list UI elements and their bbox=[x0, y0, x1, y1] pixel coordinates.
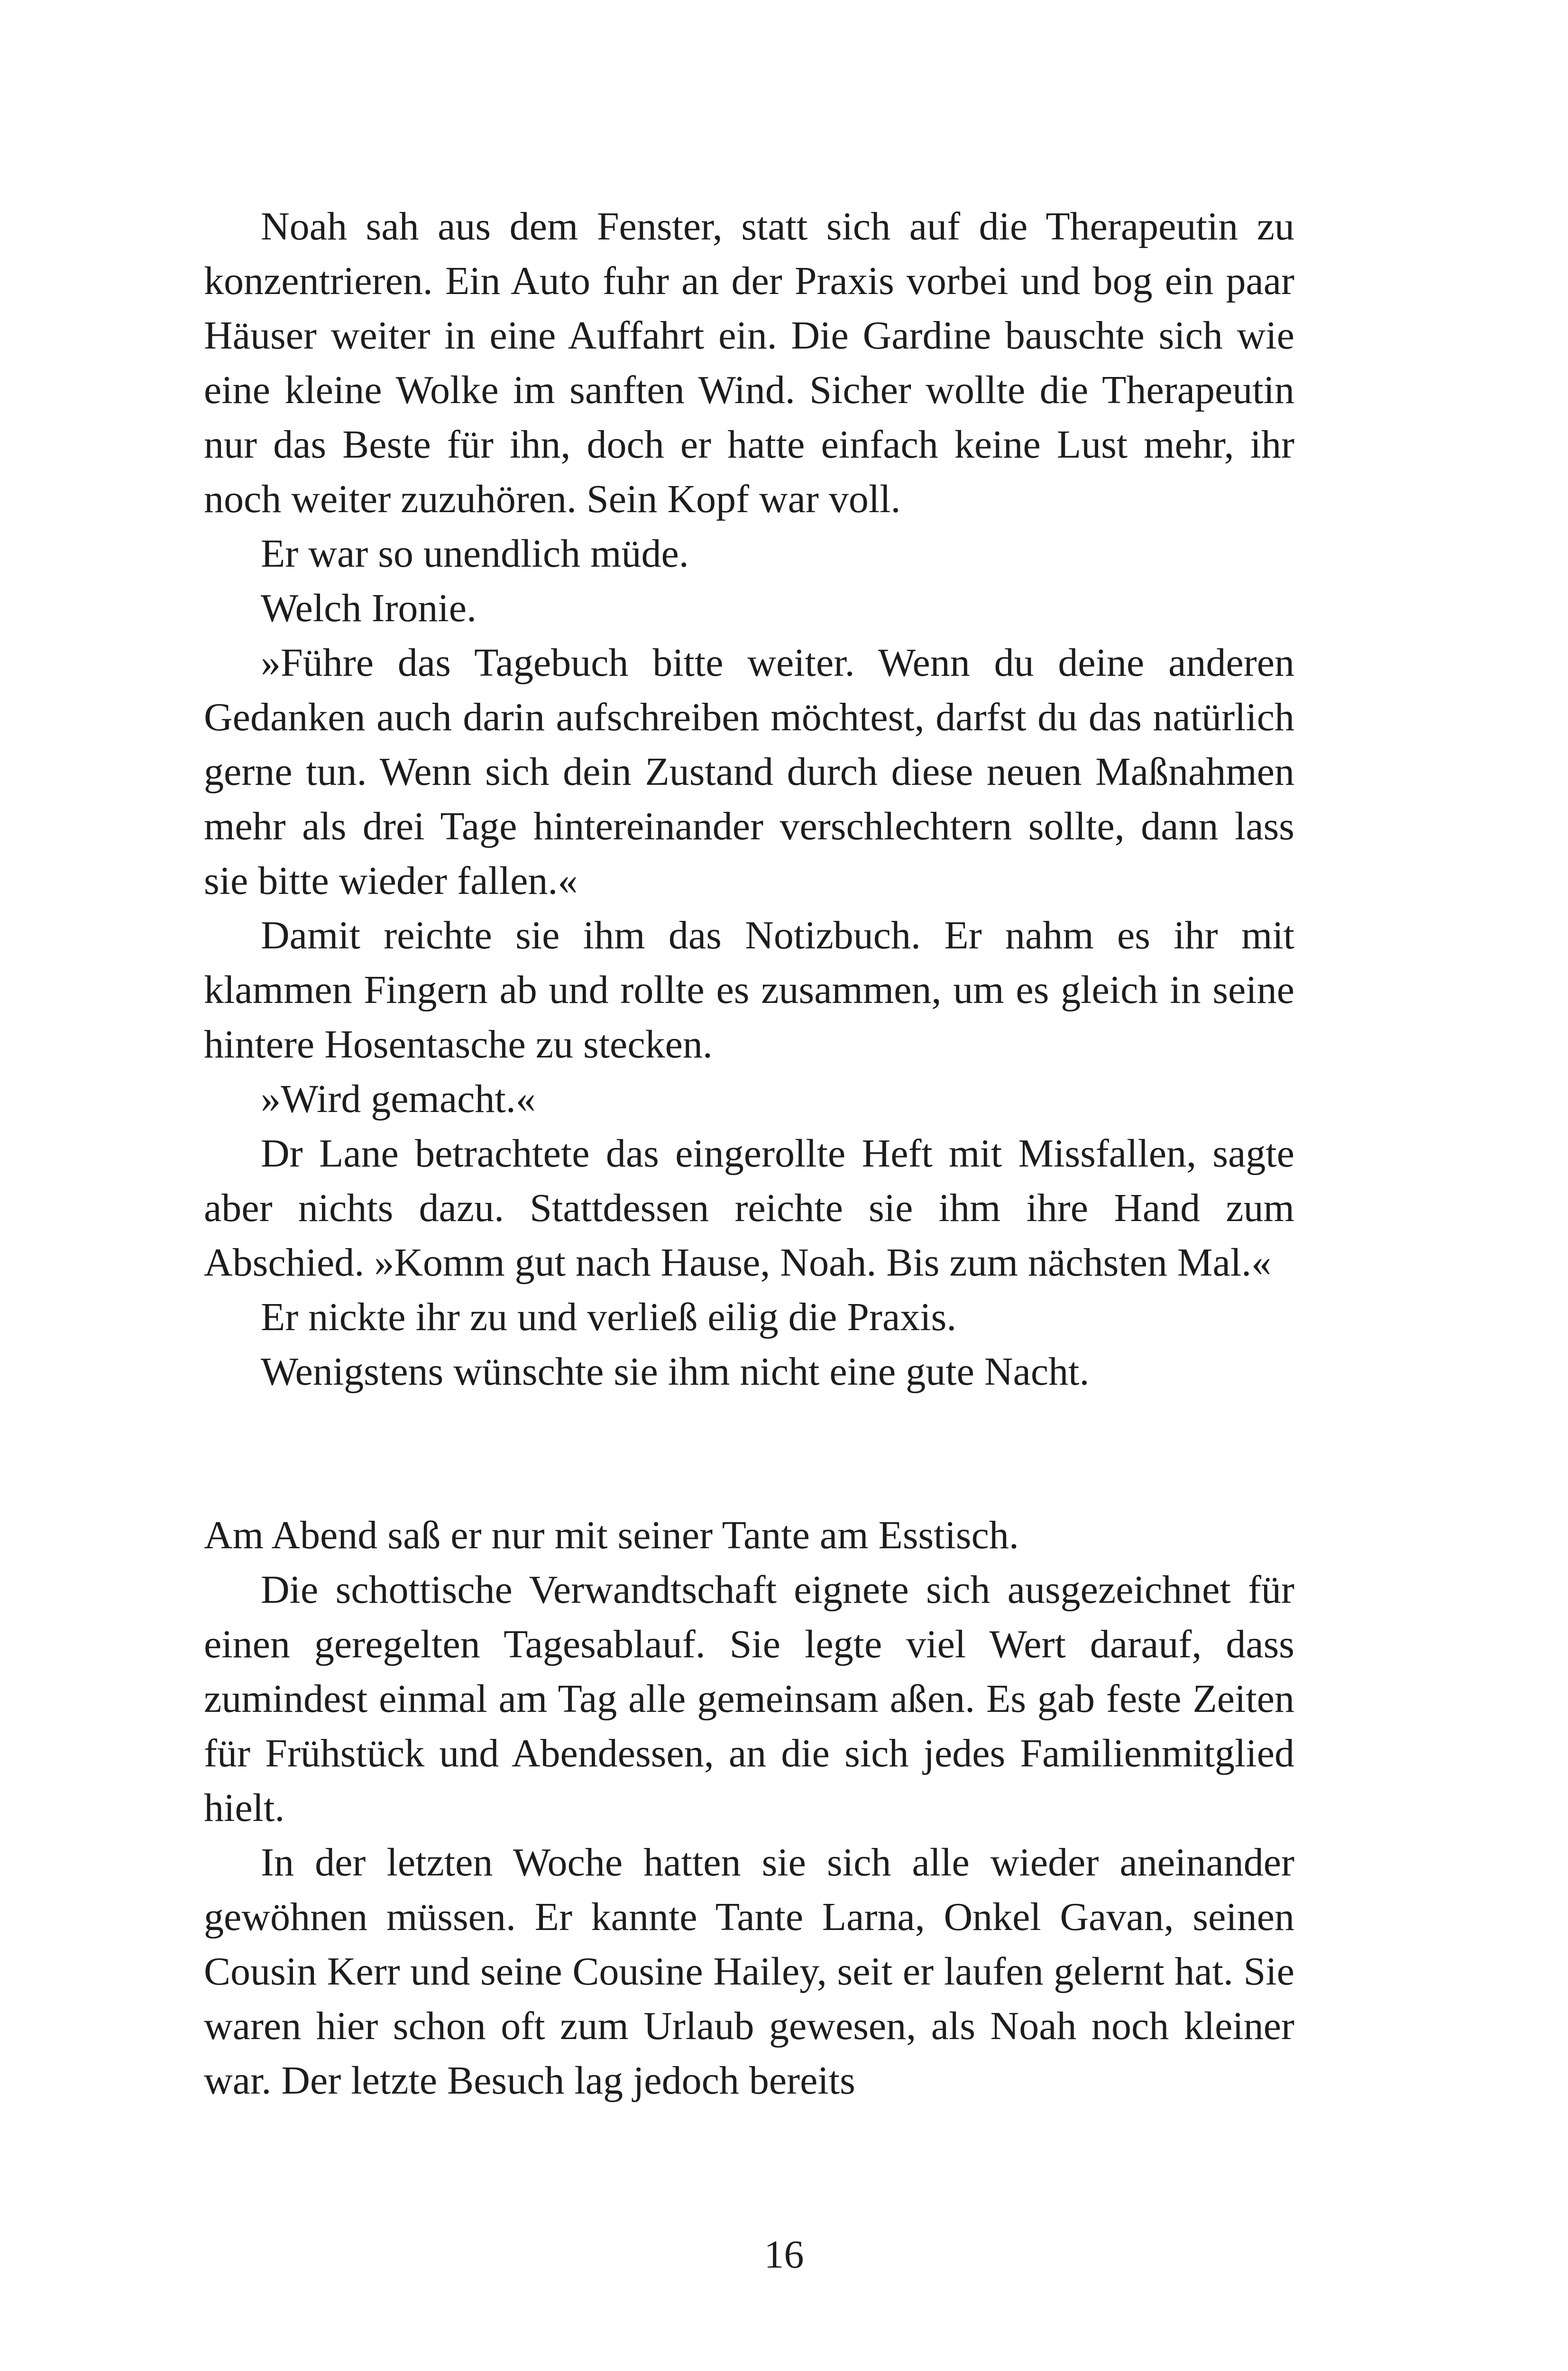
paragraph: Er nickte ihr zu und verließ eilig die Praxis. bbox=[261, 1295, 957, 1339]
page-number: 16 bbox=[764, 2233, 804, 2277]
paragraph: In der letzten Woche hatten sie sich alle wieder aneinander gewöhnen müssen. Er kannte Tante Larna, Onkel Gavan, seinen Cousin Kerr und seine Cousine Hailey, seit er laufen gelernt hat. Sie waren hier schon oft zum Urlaub gewesen, als Noah noch kleiner war. Der letzte Besuch lag jedoch bereits bbox=[204, 1840, 1294, 2103]
paragraph: Die schottische Verwandtschaft eignete sich ausgezeichnet für einen geregelten Tagesablauf. Sie legte viel Wert darauf, dass zumindest einmal am Tag alle gemeinsam aßen. Es gab feste Zeiten für Frühstück und Abendessen, an die sich jedes Familienmitglied hielt. bbox=[204, 1568, 1294, 1830]
paragraph: Noah sah aus dem Fenster, statt sich auf die Therapeutin zu konzentrieren. Ein Auto fuhr an der Praxis vorbei und bog ein paar Häuser weiter in eine Auffahrt ein. Die Gardine bauschte sich wie eine kleine Wolke im sanften Wind. Sicher wollte die Therapeutin nur das Beste für ihn, doch er hatte einfach keine Lust mehr, ihr noch weiter zuzuhören. Sein Kopf war voll. bbox=[204, 204, 1294, 521]
paragraph: Wenigstens wünschte sie ihm nicht eine gute Nacht. bbox=[261, 1350, 1090, 1394]
paragraph: Welch Ironie. bbox=[261, 586, 477, 630]
section-break bbox=[204, 1399, 1294, 1508]
paragraph: Damit reichte sie ihm das Notizbuch. Er nahm es ihr mit klammen Fingern ab und rollte es zusammen, um es gleich in seine hintere Hosentasche zu stecken. bbox=[204, 913, 1294, 1066]
paragraph: »Führe das Tagebuch bitte weiter. Wenn du deine anderen Gedanken auch darin aufschreiben möchtest, darfst du das natürlich gerne tun. Wenn sich dein Zustand durch diese neuen Maßnahmen mehr als drei Tage hintereinander verschlechtern sollte, dann lass sie bitte wieder fallen.« bbox=[204, 641, 1294, 903]
paragraph: »Wird gemacht.« bbox=[261, 1077, 536, 1121]
paragraph: Dr Lane betrachtete das eingerollte Heft mit Missfallen, sagte aber nichts dazu. Stattdessen reichte sie ihm ihre Hand zum Abschied. »Komm gut nach Hause, Noah. Bis zum nächsten Mal.« bbox=[204, 1131, 1294, 1285]
paragraph: Am Abend saß er nur mit seiner Tante am Esstisch. bbox=[204, 1513, 1019, 1557]
body-text bbox=[204, 199, 1294, 2108]
paragraph: Er war so unendlich müde. bbox=[261, 532, 689, 576]
